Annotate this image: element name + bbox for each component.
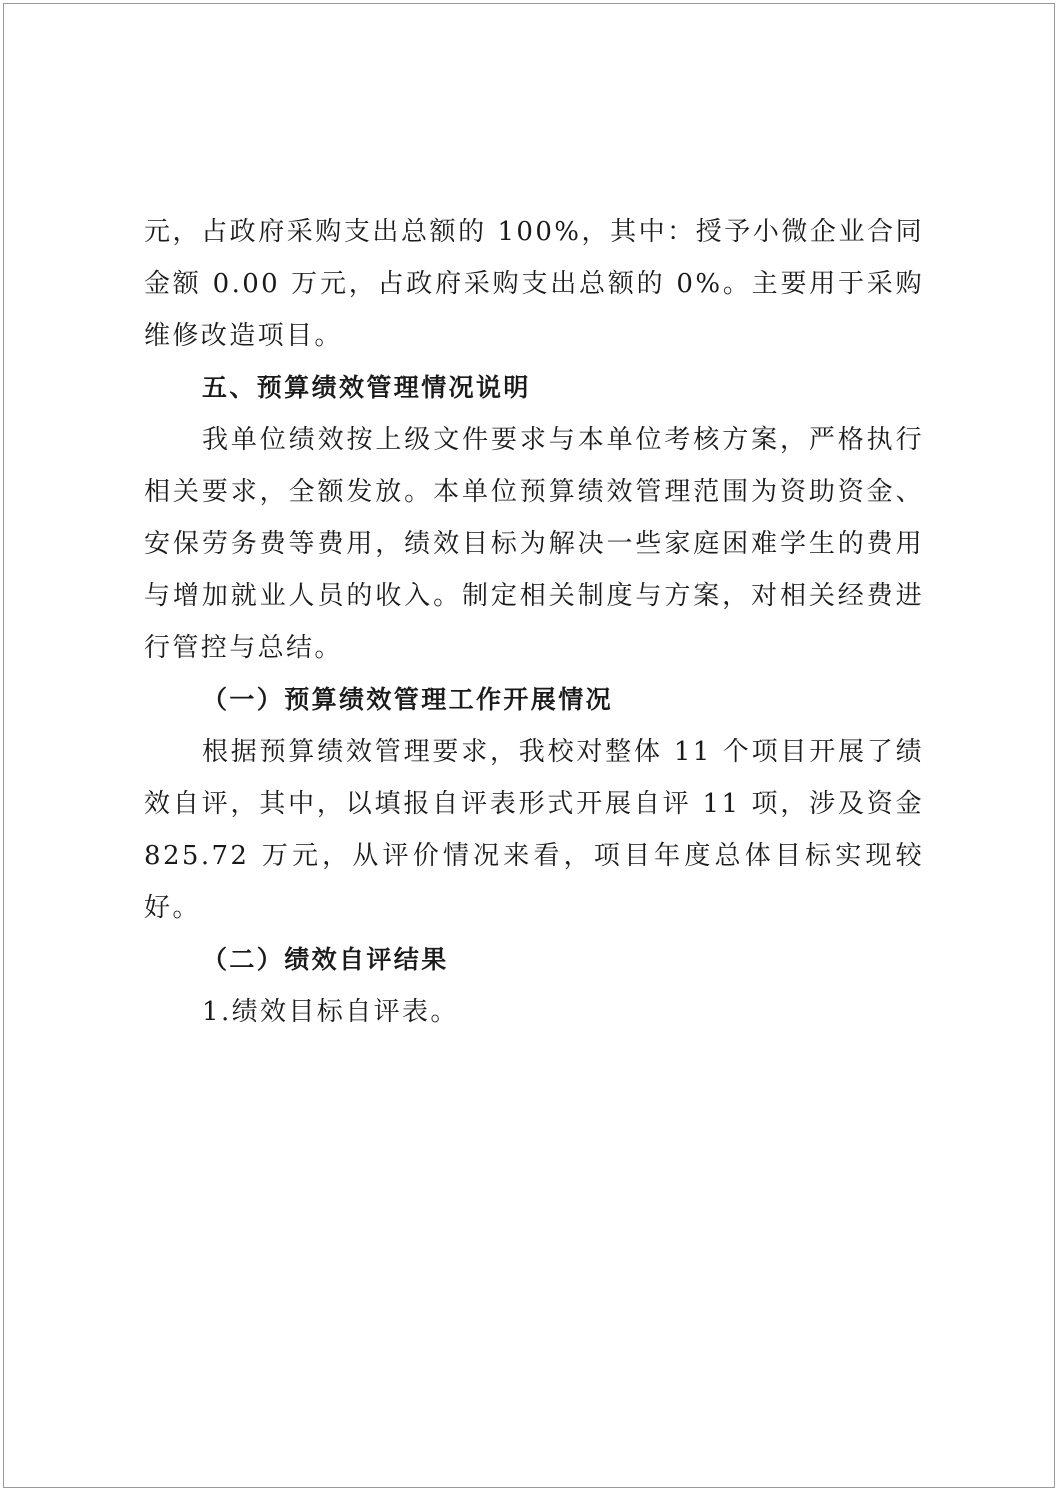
procurement-paragraph: 元，占政府采购支出总额的 100%，其中：授予小微企业合同金额 0.00 万元，占政府采购支出总额的 0%。主要用于采购维修改造项目。 (144, 217, 924, 351)
self-evaluation-table-item: 1.绩效目标自评表。 (202, 997, 459, 1027)
budget-performance-paragraph: 我单位绩效按上级文件要求与本单位考核方案，严格执行相关要求，全额发放。本单位预算绩效管理范围为资助资金、安保劳务费等费用，绩效目标为解决一些家庭困难学生的费用与增加就业人员的收入。制定相关制度与方案，对相关经费进行管控与总结。 (144, 425, 924, 663)
subsection-heading-work-progress: （一）预算绩效管理工作开展情况 (202, 685, 614, 714)
document-body (144, 206, 924, 1038)
subsection-heading-self-evaluation: （二）绩效自评结果 (202, 945, 449, 974)
section-heading-budget-performance: 五、预算绩效管理情况说明 (202, 373, 531, 402)
work-progress-paragraph: 根据预算绩效管理要求，我校对整体 11 个项目开展了绩效自评，其中，以填报自评表形式开展自评 11 项，涉及资金825.72 万元，从评价情况来看，项目年度总体目标实现较好。 (144, 737, 924, 923)
document-page (3, 3, 1055, 1488)
